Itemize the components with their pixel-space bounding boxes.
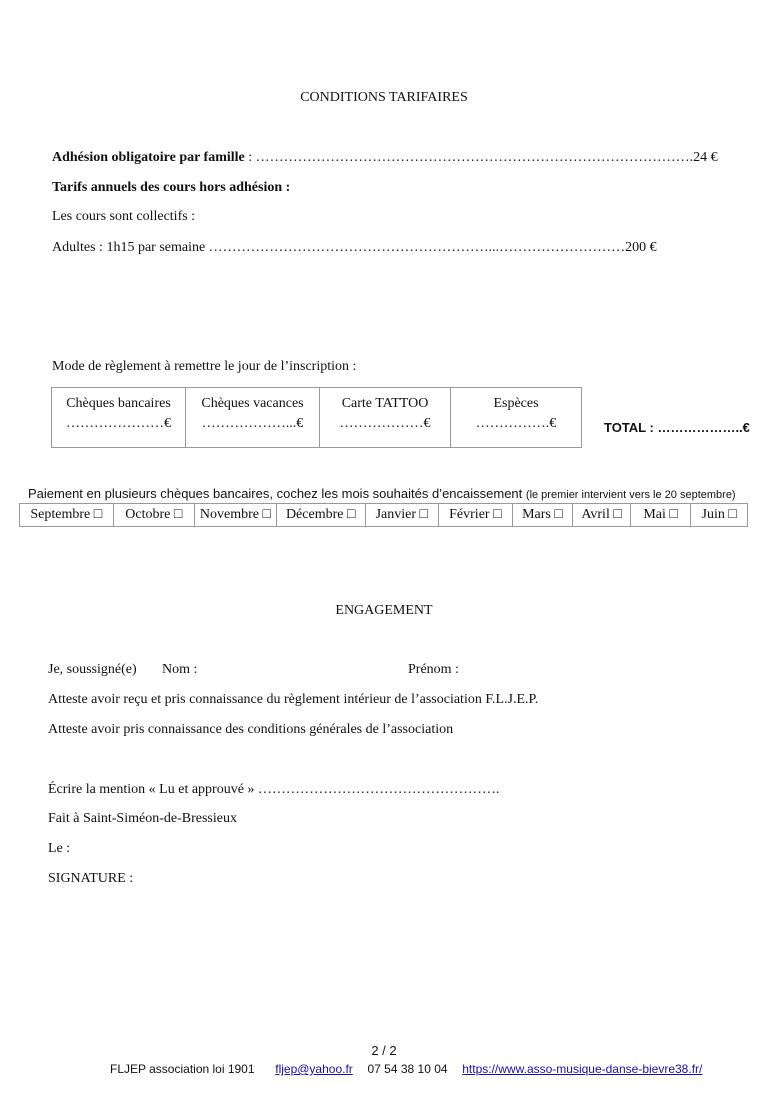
payment-method-amount: …………………€ [66,416,171,431]
adults-price-line: Adultes : 1h15 par semaine ……………………………………………………...………………………200 € [52,240,657,255]
month-checkbox[interactable]: Mars □ [512,504,573,527]
payment-intro: Mode de règlement à remettre le jour de l’inscription : [52,359,357,374]
prenom-field[interactable]: Prénom : [408,662,459,677]
nom-field[interactable]: Nom : [162,662,198,677]
mention-field[interactable]: Écrire la mention « Lu et approuvé » ……………………………………………. [48,782,500,797]
attest-rules: Atteste avoir reçu et pris connaissance du règlement intérieur de l’association F.L.J.E.P. [48,692,539,707]
engagement-title: ENGAGEMENT [335,603,433,618]
adhesion-line [52,150,718,166]
adhesion-price: : ………………………………………………………………………………….24 € [244,150,718,165]
month-checkbox[interactable]: Mai □ [630,504,690,527]
collective-text: Les cours sont collectifs : [52,209,196,224]
undersigned-label: Je, soussigné(e) [48,662,137,677]
payment-method-cell[interactable] [52,388,186,448]
month-checkbox[interactable]: Juin □ [691,504,748,527]
multi-cheque-note: (le premier intervient vers le 20 septembre) [525,489,736,501]
payment-method-cell[interactable] [451,388,582,448]
attest-conditions: Atteste avoir pris connaissance des conditions générales de l’association [48,722,454,737]
payment-method-amount: ………………...€ [201,416,304,431]
month-checkbox[interactable]: Octobre □ [113,504,194,527]
month-checkbox[interactable]: Septembre □ [20,504,114,527]
footer-website-link[interactable]: https://www.asso-musique-danse-bievre38.fr/ [462,1062,703,1076]
annual-heading: Tarifs annuels des cours hors adhésion : [52,180,291,195]
tarifs-title: CONDITIONS TARIFAIRES [300,90,468,105]
payment-methods-table [51,387,582,448]
footer-email-link[interactable]: fljep@yahoo.fr [275,1062,353,1076]
payment-method-name: Carte TATTOO [341,396,429,411]
month-checkbox[interactable]: Décembre □ [276,504,365,527]
payment-method-name: Espèces [493,396,539,411]
footer-line [110,1062,702,1076]
adhesion-label: Adhésion obligatoire par famille [52,150,245,165]
month-checkbox[interactable]: Avril □ [573,504,631,527]
total-field[interactable]: TOTAL : ………………..€ [604,420,750,435]
payment-method-amount: ………………€ [339,416,431,431]
multi-cheque-main: Paiement en plusieurs chèques bancaires, cochez les mois souhaités d’encaissement [28,486,523,501]
months-checkbox-table [19,503,748,527]
fait-a: Fait à Saint-Siméon-de-Bressieux [48,811,237,826]
month-checkbox[interactable]: Novembre □ [195,504,277,527]
month-checkbox[interactable]: Janvier □ [365,504,439,527]
footer-phone: 07 54 38 10 04 [367,1062,448,1076]
payment-method-cell[interactable] [186,388,320,448]
date-field[interactable]: Le : [48,841,71,856]
footer-org: FLJEP association loi 1901 [110,1062,255,1076]
multi-cheque-instruction [28,486,736,501]
page-number: 2 / 2 [371,1043,397,1058]
payment-method-name: Chèques vacances [201,396,304,411]
payment-method-amount: …………….€ [475,416,557,431]
month-checkbox[interactable]: Février □ [439,504,513,527]
payment-method-cell[interactable] [320,388,451,448]
payment-method-name: Chèques bancaires [66,396,171,411]
signature-field[interactable]: SIGNATURE : [48,871,134,886]
